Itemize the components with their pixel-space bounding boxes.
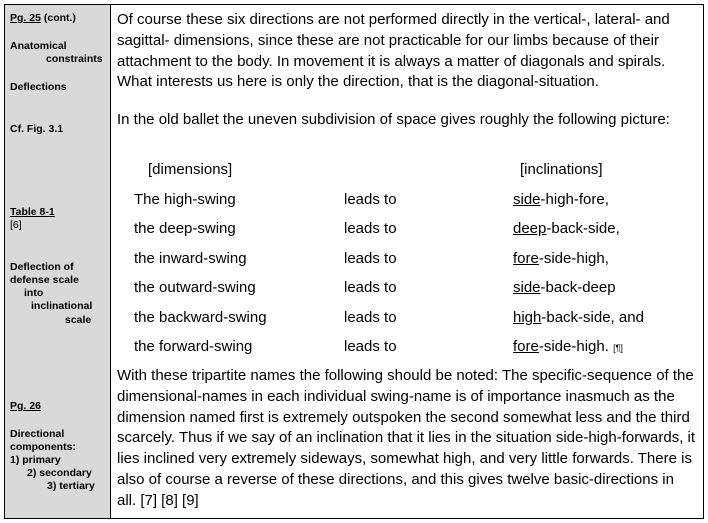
paragraph-2: In the old ballet the uneven subdivision of space gives roughly the following picture: (117, 111, 670, 128)
leads-to: leads to (344, 191, 397, 208)
note-tertiary: 3) tertiary (47, 480, 95, 492)
leads-to: leads to (344, 338, 397, 355)
note-components: components: (10, 441, 76, 453)
inclination: fore-side-high, (513, 250, 609, 267)
text-table (4, 4, 704, 519)
paragraph-1: Of course these six directions are not performed directly in the vertical-, lateral- and sagittal- dimensions, since these are not practicable for our limbs because of their attachment to the body. In movement it is always a matter of diagonals and spirals. What interests us here is only the direction, that is the diagonal-situation. (117, 11, 670, 91)
note-deflection-2: defense scale (10, 274, 79, 286)
swing-name: the inward-swing (134, 250, 247, 267)
table-ref-link[interactable]: Table 8-1 (10, 206, 55, 218)
note-deflection-4: inclinational (31, 300, 93, 312)
table-ref-note: [6] (10, 219, 22, 231)
leads-to: leads to (344, 220, 397, 237)
note-primary: 1) primary (10, 454, 61, 466)
paragraph-3: With these tripartite names the following should be noted: The specific-sequence of the dimensional-names in each individual swing-name is of importance inasmuch as the dimension named first is extremely outspoken the second somewhat less and the third scarcely. Thus if we say of an inclination that it lies in the situation side-high-forwards, it lies inclined very extremely sideways, somewhat high, and very little forwards. There is also of course a reverse of these directions, and this gives twelve basic-directions in all. [7] [8] [9] (117, 367, 696, 509)
leads-to: leads to (344, 309, 397, 326)
leads-to: leads to (344, 279, 397, 296)
swing-name: the outward-swing (134, 279, 256, 296)
page-ref-25: Pg. 25 (cont.) (10, 12, 76, 24)
header-dimensions: [dimensions] (148, 161, 233, 178)
main-text-column (111, 5, 703, 518)
inclination: high-back-side, and (513, 309, 644, 326)
note-cf-fig: Cf. Fig. 3.1 (10, 123, 64, 135)
page-ref-25-link[interactable]: Pg. 25 (10, 12, 41, 24)
inclination: deep-back-side, (513, 220, 620, 237)
swing-name: The high-swing (134, 191, 236, 208)
note-deflection-5: scale (65, 314, 92, 326)
note-anatomical: Anatomical (10, 40, 67, 52)
inclination: side-high-fore, (513, 191, 609, 208)
swing-name: the backward-swing (134, 309, 267, 326)
swing-name: the forward-swing (134, 338, 253, 355)
swing-name: the deep-swing (134, 220, 236, 237)
inclination: fore-side-high. [¶] (513, 338, 623, 355)
note-directional: Directional (10, 428, 65, 440)
note-constraints: constraints (46, 53, 103, 65)
pilcrow-marker: [¶] (613, 343, 623, 353)
note-deflection-1: Deflection of (10, 261, 74, 273)
note-deflections: Deflections (10, 81, 67, 93)
margin-notes-column (5, 5, 111, 518)
page-ref-26-link[interactable]: Pg. 26 (10, 400, 41, 412)
inclination: side-back-deep (513, 279, 616, 296)
leads-to: leads to (344, 250, 397, 267)
note-secondary: 2) secondary (27, 467, 92, 479)
header-inclinations: [inclinations] (520, 161, 603, 178)
note-deflection-3: into (24, 287, 44, 299)
